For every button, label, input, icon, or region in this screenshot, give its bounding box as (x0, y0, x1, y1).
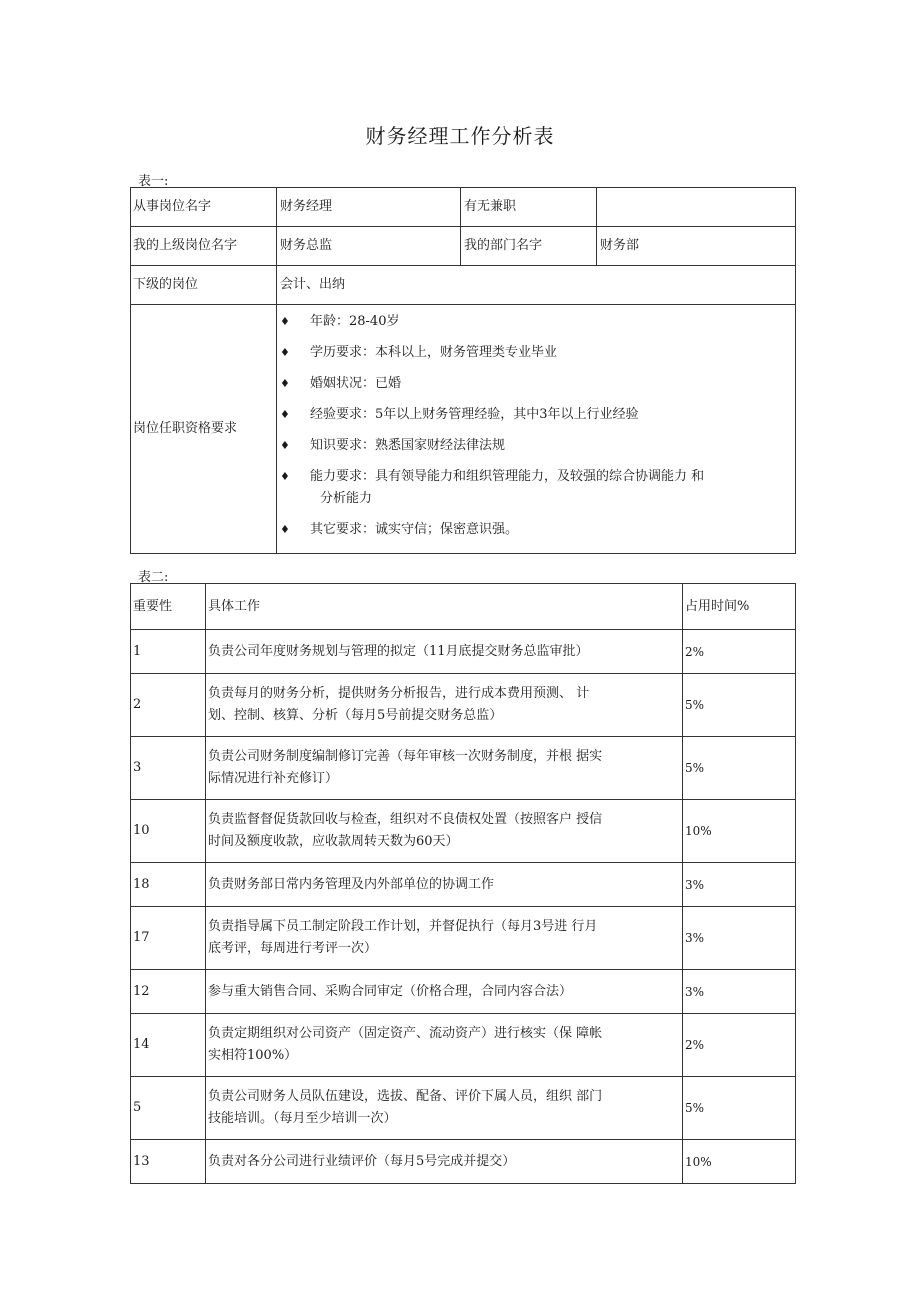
requirement-item: ♦ 婚姻状况：已婚 (280, 373, 792, 395)
superior-value: 财务总监 (277, 227, 461, 266)
time-cell: 5% (683, 737, 796, 800)
table-row (131, 863, 796, 907)
department-value: 财务部 (597, 227, 796, 266)
work-cell: 负责财务部日常内务管理及内外部单位的协调工作 (206, 863, 683, 907)
table2-caption: 表二: (138, 570, 169, 585)
subordinate-label: 下级的岗位 (131, 266, 277, 305)
header-time: 占用时间% (683, 584, 796, 630)
work-cell: 负责每月的财务分析，提供财务分析报告，进行成本费用预测、 计 划、控制、核算、分析（每月5号前提交财务总监） (206, 674, 683, 737)
importance-cell: 1 (131, 630, 206, 674)
diamond-bullet-icon: ♦ (280, 408, 290, 421)
table-row (131, 737, 796, 800)
requirement-item: ♦ 年龄：28-40岁 (280, 311, 792, 333)
work-cell: 负责监督督促货款回收与检查，组织对不良债权处置（按照客户 授信 时间及额度收款，应收款周转天数为60天） (206, 800, 683, 863)
basic-info-table (130, 187, 796, 554)
time-cell: 2% (683, 630, 796, 674)
importance-cell: 12 (131, 970, 206, 1014)
requirements-label: 岗位任职资格要求 (131, 305, 277, 554)
work-cell: 负责公司年度财务规划与管理的拟定（11月底提交财务总监审批） (206, 630, 683, 674)
part-time-value (597, 188, 796, 227)
position-name-label: 从事岗位名字 (131, 188, 277, 227)
time-cell: 10% (683, 800, 796, 863)
duties-table (130, 583, 796, 1184)
work-cell: 负责公司财务制度编制修订完善（每年审核一次财务制度，并根 据实 际情况进行补充修订） (206, 737, 683, 800)
diamond-bullet-icon: ♦ (280, 439, 290, 452)
position-name-value: 财务经理 (277, 188, 461, 227)
importance-cell: 13 (131, 1140, 206, 1184)
requirement-item: ♦ 能力要求：具有领导能力和组织管理能力，及较强的综合协调能力 和 分析能力 (280, 466, 792, 510)
work-cell: 负责指导属下员工制定阶段工作计划，并督促执行（每月3号进 行月 底考评，每周进行考评一次） (206, 907, 683, 970)
time-cell: 2% (683, 1014, 796, 1077)
requirement-item: ♦ 知识要求：熟悉国家财经法律法规 (280, 435, 792, 457)
time-cell: 3% (683, 970, 796, 1014)
superior-label: 我的上级岗位名字 (131, 227, 277, 266)
work-cell: 负责定期组织对公司资产（固定资产、流动资产）进行核实（保 障帐 实相符100%） (206, 1014, 683, 1077)
table-row (131, 674, 796, 737)
header-work: 具体工作 (206, 584, 683, 630)
work-cell: 参与重大销售合同、采购合同审定（价格合理，合同内容合法） (206, 970, 683, 1014)
importance-cell: 2 (131, 674, 206, 737)
diamond-bullet-icon: ♦ (280, 315, 290, 328)
table-row (131, 800, 796, 863)
requirement-item: ♦ 学历要求：本科以上，财务管理类专业毕业 (280, 342, 792, 364)
importance-cell: 17 (131, 907, 206, 970)
time-cell: 10% (683, 1140, 796, 1184)
table-row (131, 1014, 796, 1077)
table-row (131, 970, 796, 1014)
table-row (131, 1140, 796, 1184)
header-importance: 重要性 (131, 584, 206, 630)
importance-cell: 18 (131, 863, 206, 907)
requirement-item: ♦ 经验要求：5年以上财务管理经验，其中3年以上行业经验 (280, 404, 792, 426)
table1-caption: 表一: (138, 174, 169, 189)
importance-cell: 5 (131, 1077, 206, 1140)
importance-cell: 10 (131, 800, 206, 863)
table-row (131, 1077, 796, 1140)
department-label: 我的部门名字 (461, 227, 597, 266)
diamond-bullet-icon: ♦ (280, 346, 290, 359)
time-cell: 3% (683, 863, 796, 907)
requirements-list (280, 305, 792, 541)
table-row (131, 630, 796, 674)
requirement-item: ♦ 其它要求：诚实守信；保密意识强。 (280, 519, 792, 541)
work-cell: 负责对各分公司进行业绩评价（每月5号完成并提交） (206, 1140, 683, 1184)
time-cell: 3% (683, 907, 796, 970)
importance-cell: 3 (131, 737, 206, 800)
diamond-bullet-icon: ♦ (280, 470, 290, 483)
time-cell: 5% (683, 674, 796, 737)
part-time-label: 有无兼职 (461, 188, 597, 227)
diamond-bullet-icon: ♦ (280, 523, 290, 536)
requirements-cell (277, 305, 796, 554)
diamond-bullet-icon: ♦ (280, 377, 290, 390)
importance-cell: 14 (131, 1014, 206, 1077)
subordinate-value: 会计、出纳 (277, 266, 796, 305)
time-cell: 5% (683, 1077, 796, 1140)
document-title: 财务经理工作分析表 (365, 124, 555, 148)
table-row (131, 907, 796, 970)
work-cell: 负责公司财务人员队伍建设，选拔、配备、评价下属人员，组织 部门 技能培训。（每月至少培训一次） (206, 1077, 683, 1140)
